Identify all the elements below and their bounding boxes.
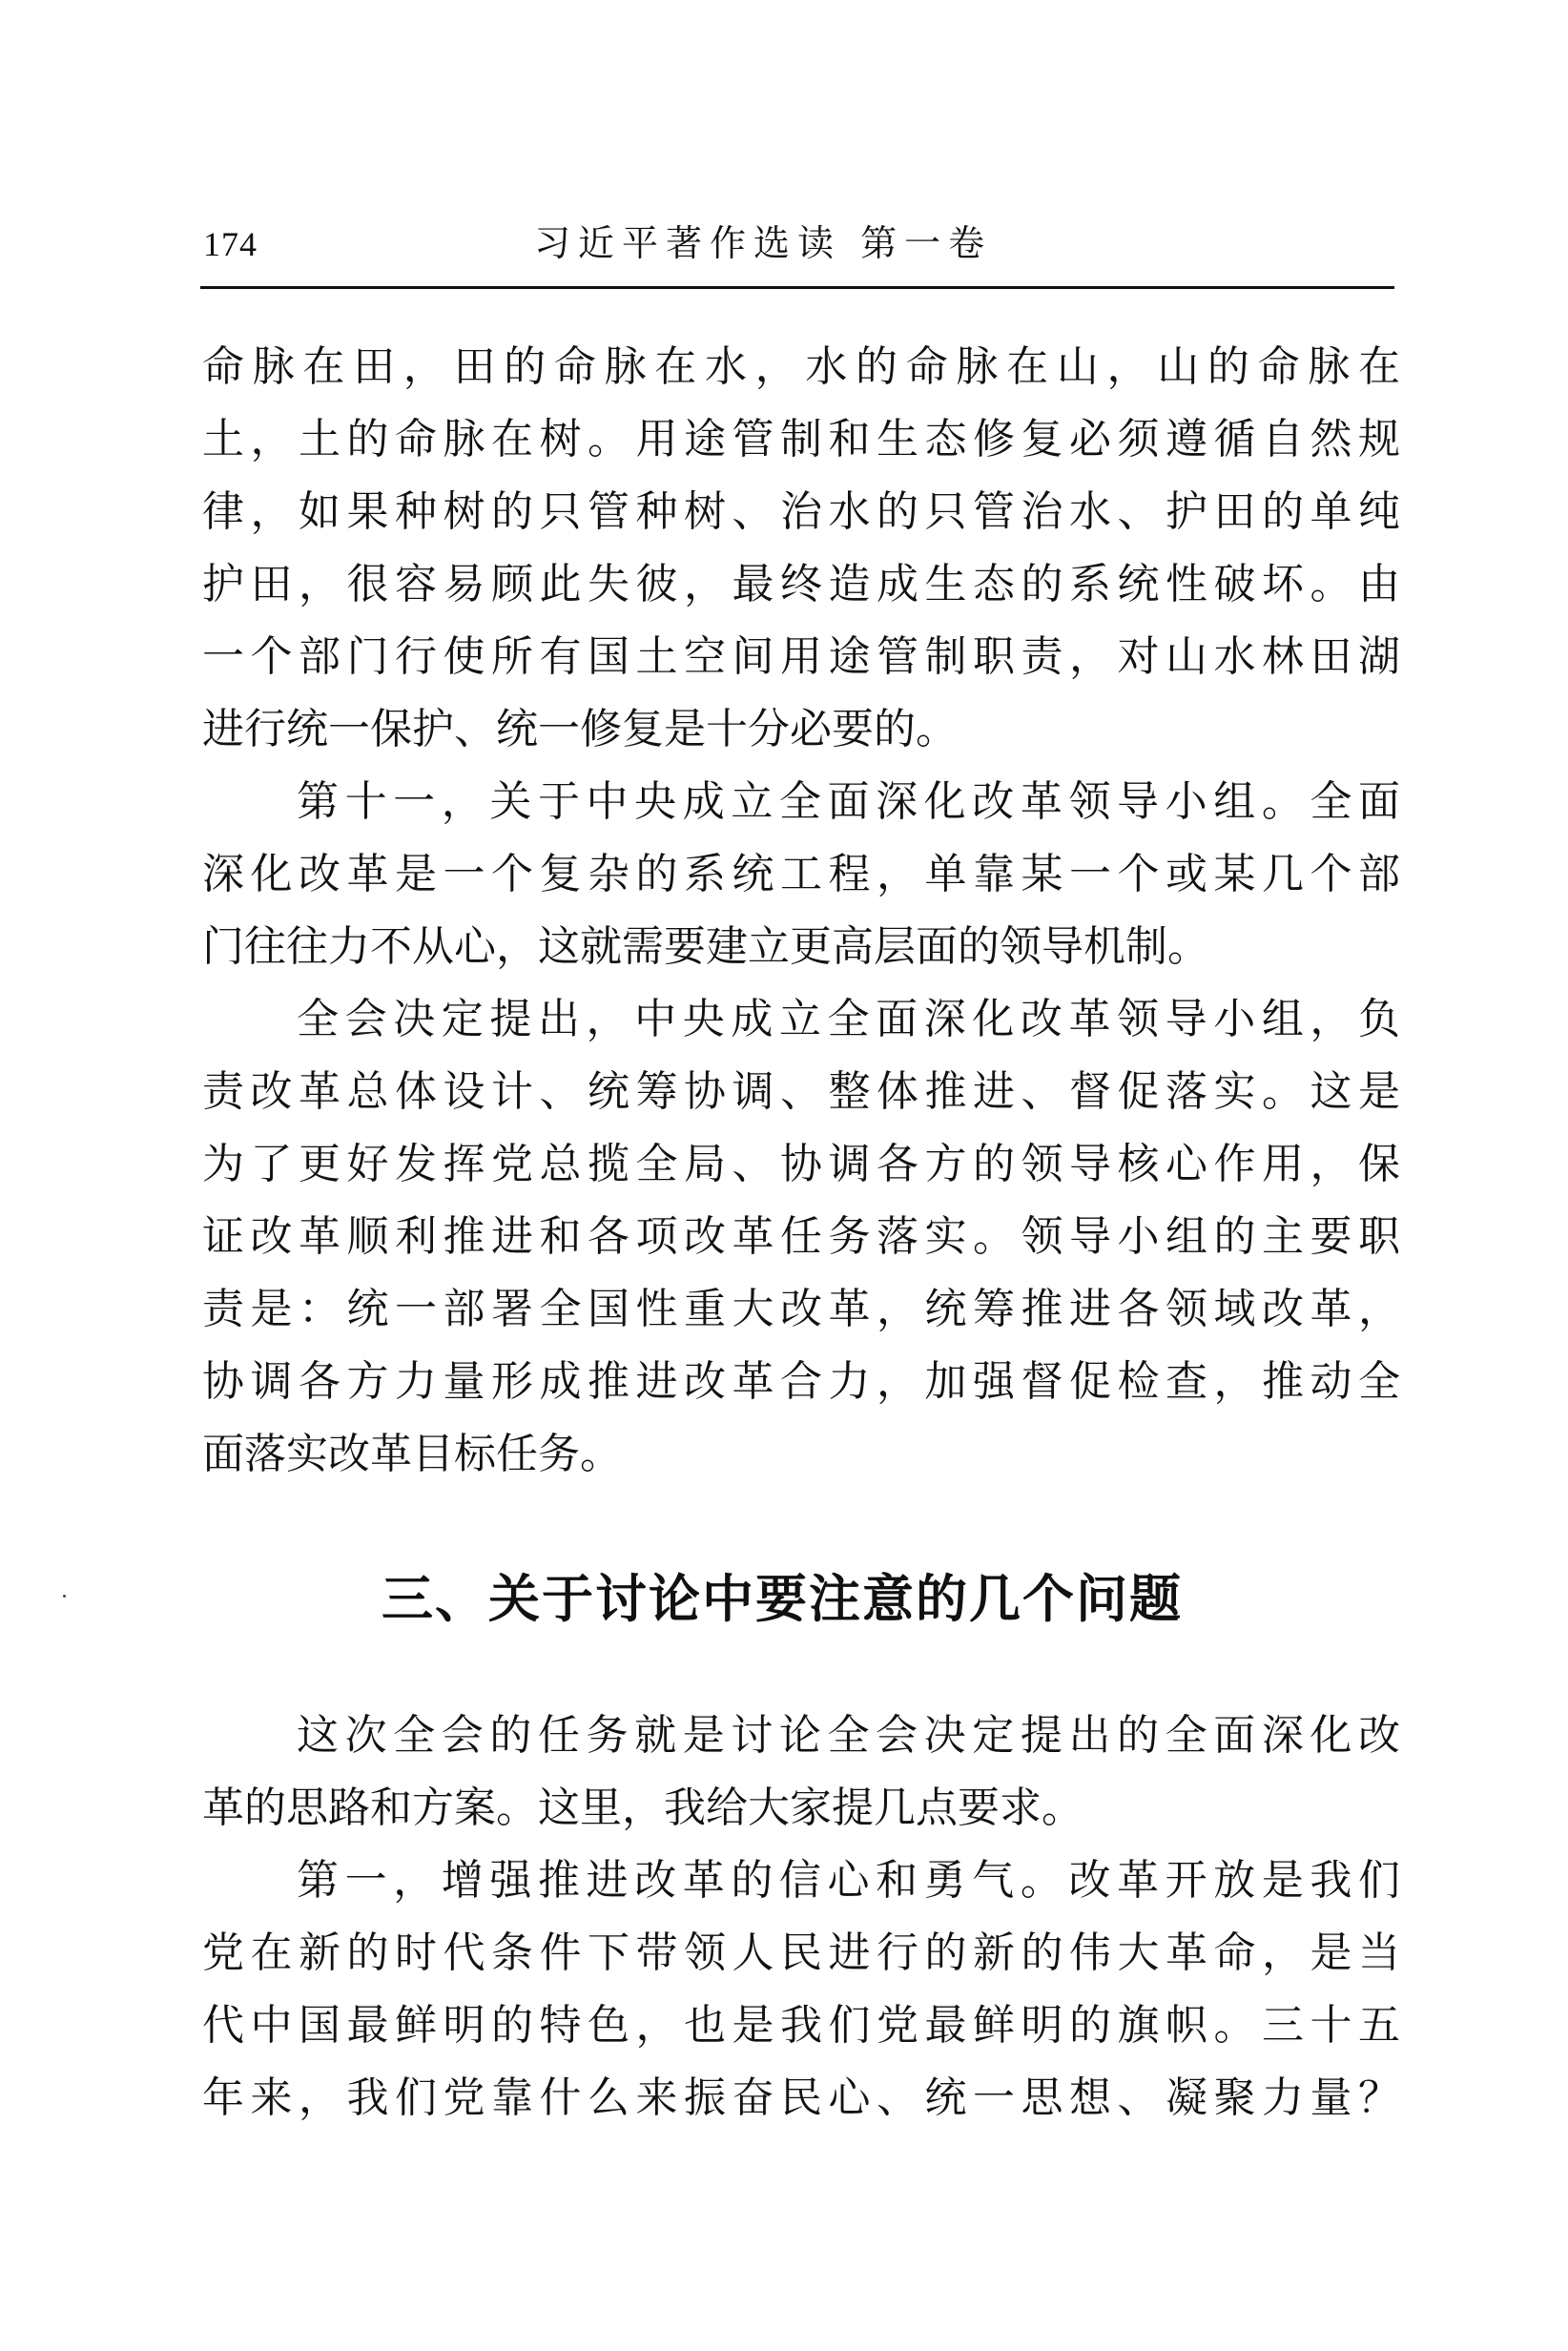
text-line: 面落实改革目标任务。 [202, 1430, 622, 1478]
text-line: 证改革顺利推进和各项改革任务落实。领导小组的主要职 [202, 1212, 1400, 1261]
text-line: 门往往力不从心，这就需要建立更高层面的领导机制。 [202, 922, 1209, 971]
text-line: 责是：统一部署全国性重大改革，统筹推进各领域改革， [202, 1285, 1400, 1333]
text-line: 进行统一保护、统一修复是十分必要的。 [202, 705, 958, 753]
text-line: 协调各方力量形成推进改革合力，加强督促检查，推动全 [202, 1357, 1400, 1406]
text-line: 为了更好发挥党总揽全局、协调各方的领导核心作用，保 [202, 1140, 1400, 1188]
text-line: 革的思路和方案。这里，我给大家提几点要求。 [202, 1784, 1083, 1832]
page-number: 174 [203, 225, 258, 263]
margin-speck [63, 1595, 66, 1598]
section-heading: 三、关于讨论中要注意的几个问题 [382, 1569, 1183, 1629]
text-line: 律，如果种树的只管种树、治水的只管治水、护田的单纯 [202, 487, 1400, 536]
text-line: 护田，很容易顾此失彼，最终造成生态的系统性破坏。由 [202, 560, 1400, 608]
text-line: 年来，我们党靠什么来振奋民心、统一思想、凝聚力量？ [202, 2073, 1400, 2122]
text-line: 责改革总体设计、统筹协调、整体推进、督促落实。这是 [202, 1067, 1400, 1116]
text-line: 党在新的时代条件下带领人民进行的新的伟大革命，是当 [202, 1928, 1400, 1977]
running-title: 习近平著作选读 第一卷 [534, 222, 993, 264]
body-text-block-2 [202, 1700, 1400, 2134]
text-line: 第十一，关于中央成立全面深化改革领导小组。全面 [297, 777, 1400, 826]
text-line: 土，土的命脉在树。用途管制和生态修复必须遵循自然规 [202, 415, 1400, 464]
header-rule [200, 286, 1394, 289]
text-line: 这次全会的任务就是讨论全会决定提出的全面深化改 [297, 1711, 1400, 1760]
text-line: 深化改革是一个复杂的系统工程，单靠某一个或某几个部 [202, 850, 1400, 898]
text-line: 一个部门行使所有国土空间用途管制职责，对山水林田湖 [202, 632, 1400, 681]
text-line: 第一，增强推进改革的信心和勇气。改革开放是我们 [297, 1856, 1400, 1905]
text-line: 代中国最鲜明的特色，也是我们党最鲜明的旗帜。三十五 [202, 2001, 1400, 2050]
body-text-block-1 [202, 331, 1400, 1491]
text-line: 命脉在田，田的命脉在水，水的命脉在山，山的命脉在 [202, 342, 1400, 391]
text-line: 全会决定提出，中央成立全面深化改革领导小组，负 [297, 995, 1400, 1043]
